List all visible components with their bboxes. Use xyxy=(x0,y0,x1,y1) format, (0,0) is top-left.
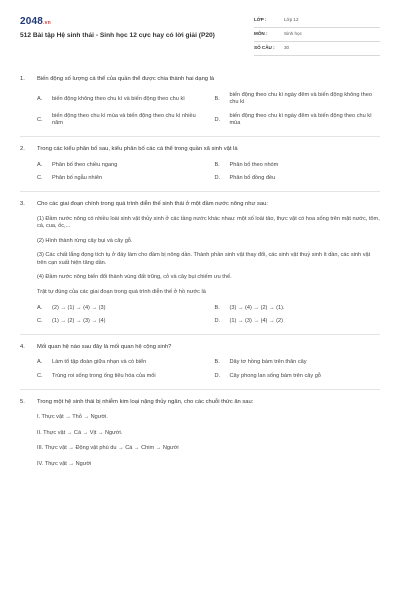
option-letter: B. xyxy=(214,161,220,168)
document-header xyxy=(0,0,400,62)
option-text: biến động theo chu kì ngày đêm và biến động không theo chu kì xyxy=(229,91,372,106)
food-chain: IV. Thực vật → Người xyxy=(37,461,92,467)
option-letter: C. xyxy=(37,175,43,182)
option-grid xyxy=(20,162,380,183)
site-logo[interactable] xyxy=(20,15,51,29)
document-title: 512 Bài tập Hệ sinh thái - Sinh học 12 cực hay có lời giải (P20) xyxy=(20,32,215,39)
question-number: 4. xyxy=(20,343,25,350)
option-letter: C. xyxy=(37,318,43,325)
option-text: Phân bố ngẫu nhiên xyxy=(52,175,103,182)
meta-label: LỚP : xyxy=(254,17,267,23)
option-letter: A. xyxy=(37,304,43,311)
option-b[interactable] xyxy=(215,162,381,170)
question-paragraph: (3) Các chất lắng đọng tích tụ ở đáy làm cho đầm bị nông dần. Thành phần sinh vật thay đổi, các sinh vật thuỷ sinh ít dần, các sinh vật trên cạn xuất hiện tăng dần. xyxy=(37,252,371,266)
meta-row-count xyxy=(254,42,380,56)
document-meta xyxy=(254,14,380,56)
option-letter: B. xyxy=(214,304,220,311)
question-stem xyxy=(20,76,380,84)
option-text: biến động không theo chu kì và biến động theo chu kì xyxy=(52,95,185,102)
option-text: Cây phong lan sống bám trên cây gỗ xyxy=(229,373,321,379)
option-letter: D. xyxy=(214,175,221,182)
question-paragraph: (2) Hình thành rừng cây bụi và cây gỗ. xyxy=(37,237,133,244)
option-a[interactable] xyxy=(37,92,203,107)
option-text: Phân bố theo chiều ngang xyxy=(52,161,118,168)
option-grid xyxy=(20,92,380,128)
meta-value: Lớp 12 xyxy=(284,17,299,23)
option-c[interactable] xyxy=(37,318,203,326)
question-text: Cho các giai đoạn chính trong quá trình diễn thế sinh thái ở một đầm nước nông như sau: xyxy=(37,200,268,207)
option-letter: D. xyxy=(214,318,221,325)
option-letter: D. xyxy=(214,116,221,123)
option-c[interactable] xyxy=(37,113,203,128)
option-c[interactable] xyxy=(37,175,203,183)
question-number: 1. xyxy=(20,76,25,82)
option-letter: C. xyxy=(37,373,43,379)
food-chain: I. Thực vật → Thỏ → Người. xyxy=(37,414,108,421)
question-number: 2. xyxy=(20,146,25,152)
meta-row-class xyxy=(254,14,380,28)
option-text: Phân bố theo nhóm xyxy=(229,161,279,168)
logo-suffix: .vn xyxy=(43,20,51,26)
question-number: 5. xyxy=(20,398,25,405)
option-text: (1) → (2) → (3) → (4) xyxy=(52,318,106,325)
option-d[interactable] xyxy=(215,318,381,326)
question-stem xyxy=(20,201,380,209)
question-text: Biến động số lượng cá thể của quần thể được chia thành hai dạng là xyxy=(37,76,215,82)
food-chain: II. Thực vật → Cá → Vịt → Người. xyxy=(37,429,123,436)
option-letter: A. xyxy=(37,359,43,366)
question-text: Trong các kiểu phân bố sau, kiểu phân bố các cá thể trong quần xã sinh vật là xyxy=(37,146,238,152)
question-1 xyxy=(20,76,380,137)
option-letter: B. xyxy=(214,95,220,102)
option-c[interactable] xyxy=(37,373,203,381)
question-stem xyxy=(20,146,380,154)
meta-value: 30 xyxy=(284,45,290,51)
question-list xyxy=(20,76,380,486)
option-text: biến động theo chu kì mùa và biến động theo chu kì nhiều năm xyxy=(52,112,196,127)
option-b[interactable] xyxy=(215,305,381,313)
option-text: (1) → (3) → (4) → (2) xyxy=(229,318,283,325)
option-text: Trùng roi sống trong ống tiêu hóa của mối xyxy=(52,373,156,379)
question-number: 3. xyxy=(20,200,25,207)
meta-value: Sinh học xyxy=(284,31,302,37)
question-4 xyxy=(20,344,380,390)
option-letter: A. xyxy=(37,95,43,102)
question-3 xyxy=(20,201,380,335)
option-letter: C. xyxy=(37,116,43,123)
option-a[interactable] xyxy=(37,359,203,367)
option-text: (3) → (4) → (2) → (1). xyxy=(229,304,285,311)
question-paragraph: Trật tự đúng của các giai đoạn trong quá trình diễn thế ở hồ nước là xyxy=(37,289,206,295)
question-text: Mối quan hệ nào sau đây là mối quan hệ cộng sinh? xyxy=(37,343,172,350)
option-grid xyxy=(20,359,380,380)
option-letter: D. xyxy=(214,373,221,379)
option-letter: B. xyxy=(214,359,220,366)
option-a[interactable] xyxy=(37,162,203,170)
meta-label: MÔN : xyxy=(254,31,268,37)
option-a[interactable] xyxy=(37,305,203,313)
option-letter: A. xyxy=(37,161,43,168)
option-d[interactable] xyxy=(215,373,381,381)
question-paragraph: (1) Đầm nước nông có nhiều loài sinh vật thủy sinh ở các tầng nước khác nhau: một số loài tảo, thực vật có hoa sống trên mặt nước, tôm, cá, cua, ốc,... xyxy=(37,215,380,230)
option-text: Làm tổ tập đoàn giữa nhạn và cò biển xyxy=(52,359,147,366)
question-paragraph: (4) Đầm nước nông biến đổi thành vùng đất trũng, cỏ và cây bụi chiếm ưu thế. xyxy=(37,274,232,281)
option-d[interactable] xyxy=(215,175,381,183)
logo-text: 2048 xyxy=(20,16,44,27)
question-text: Trong một hệ sinh thái bị nhiễm kim loại nặng thủy ngân, cho các chuỗi thức ăn sau: xyxy=(37,398,254,405)
food-chain: III. Thực vật → Động vật phù du → Cá → Chim → Người xyxy=(37,445,179,452)
question-stem xyxy=(20,399,380,407)
question-5 xyxy=(20,399,380,477)
option-d[interactable] xyxy=(215,113,381,128)
option-text: Phân bố đồng đều xyxy=(229,175,276,182)
meta-row-subject xyxy=(254,28,380,42)
option-grid xyxy=(20,305,380,326)
option-b[interactable] xyxy=(215,92,381,107)
option-text: Dây tơ hồng bám trên thân cây xyxy=(229,359,307,366)
option-text: (2) → (1) → (4) → (3) xyxy=(52,304,106,311)
option-text: biến động theo chu kì ngày đêm và biến động theo chu kì mùa xyxy=(229,112,372,127)
option-b[interactable] xyxy=(215,359,381,367)
question-stem xyxy=(20,344,380,352)
question-2 xyxy=(20,146,380,192)
meta-label: SỐ CÂU : xyxy=(254,45,275,51)
